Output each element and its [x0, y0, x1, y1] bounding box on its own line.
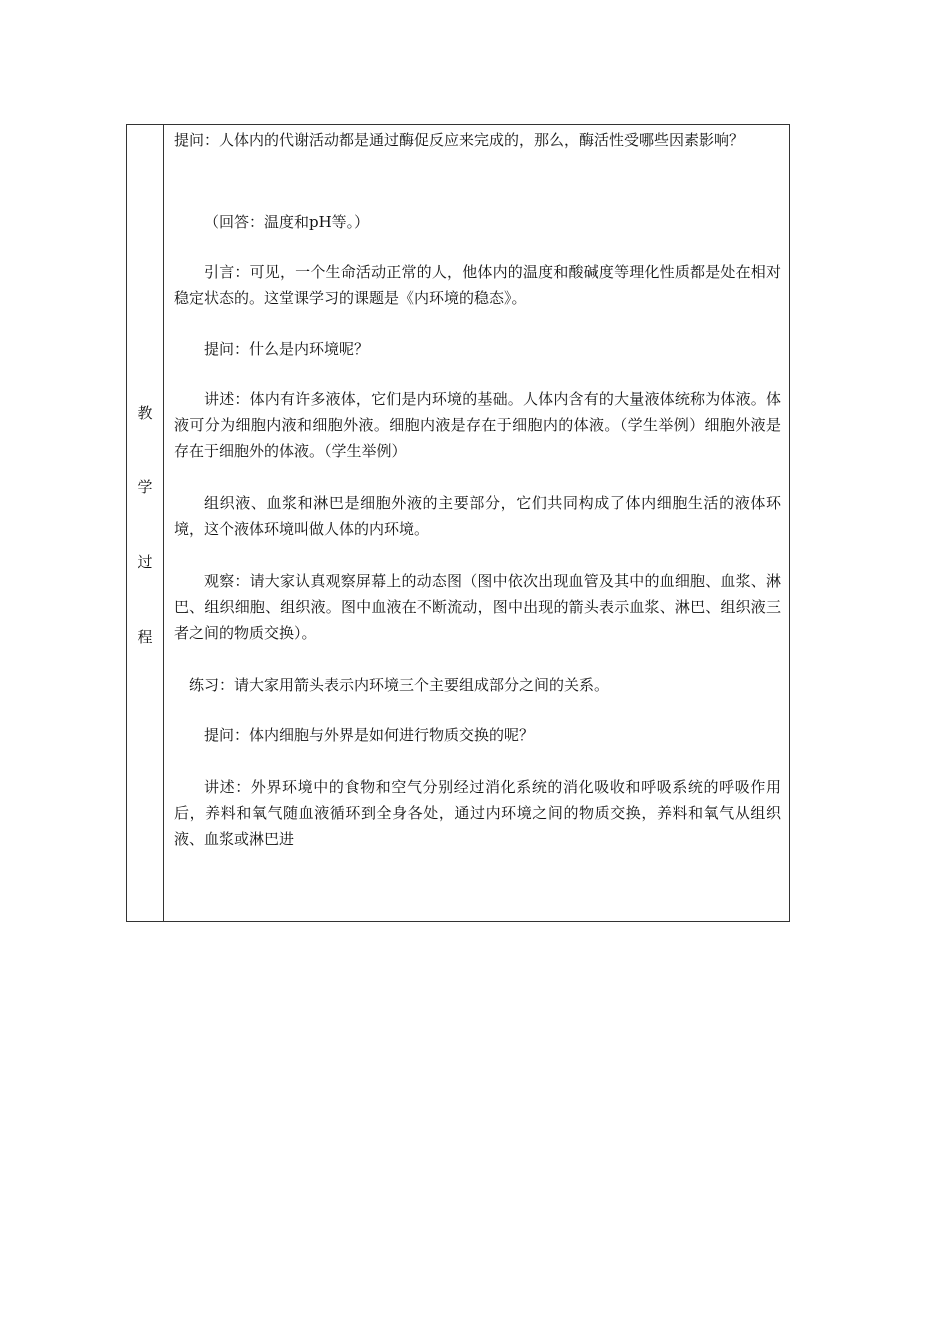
section-label-char: 教	[137, 404, 153, 422]
section-label-cell	[127, 125, 164, 921]
paragraph-answer: （回答：温度和pH等。）	[204, 213, 370, 231]
paragraph-question-enzyme: 提问：人体内的代谢活动都是通过酶促反应来完成的，那么，酶活性受哪些因素影响？	[174, 131, 745, 149]
paragraph-exercise: 练习：请大家用箭头表示内环境三个主要组成部分之间的关系。	[189, 676, 610, 694]
lesson-table	[126, 124, 790, 922]
paragraph-question-internal-environment: 提问：什么是内环境呢？	[204, 340, 370, 358]
paragraph-narration-exchange: 讲述：外界环境中的食物和空气分别经过消化系统的消化吸收和呼吸系统的呼吸作用后，养料和氧气随血液循环到全身各处，通过内环境之间的物质交换，养料和氧气从组织液、血浆或淋巴进	[174, 778, 781, 848]
section-label-char: 程	[137, 628, 153, 646]
section-label-char: 过	[137, 553, 153, 571]
paragraph-question-exchange: 提问：体内细胞与外界是如何进行物质交换的呢？	[204, 726, 535, 744]
section-label-char: 学	[137, 478, 153, 496]
paragraph-introduction: 引言：可见，一个生命活动正常的人，他体内的温度和酸碱度等理化性质都是处在相对稳定状态的。这堂课学习的课题是《内环境的稳态》。	[174, 263, 781, 307]
paragraph-observation: 观察：请大家认真观察屏幕上的动态图（图中依次出现血管及其中的血细胞、血浆、淋巴、组织细胞、组织液。图中血液在不断流动，图中出现的箭头表示血浆、淋巴、组织液三者之间的物质交换）。	[174, 572, 781, 642]
content-cell	[164, 125, 789, 921]
paragraph-narration-body-fluid: 讲述：体内有许多液体，它们是内环境的基础。人体内含有的大量液体统称为体液。体液可分为细胞内液和细胞外液。细胞内液是存在于细胞内的体液。（学生举例）细胞外液是存在于细胞外的体液。（学生举例）	[174, 390, 781, 460]
paragraph-extracellular-fluid: 组织液、血浆和淋巴是细胞外液的主要部分，它们共同构成了体内细胞生活的液体环境，这个液体环境叫做人体的内环境。	[174, 494, 781, 538]
